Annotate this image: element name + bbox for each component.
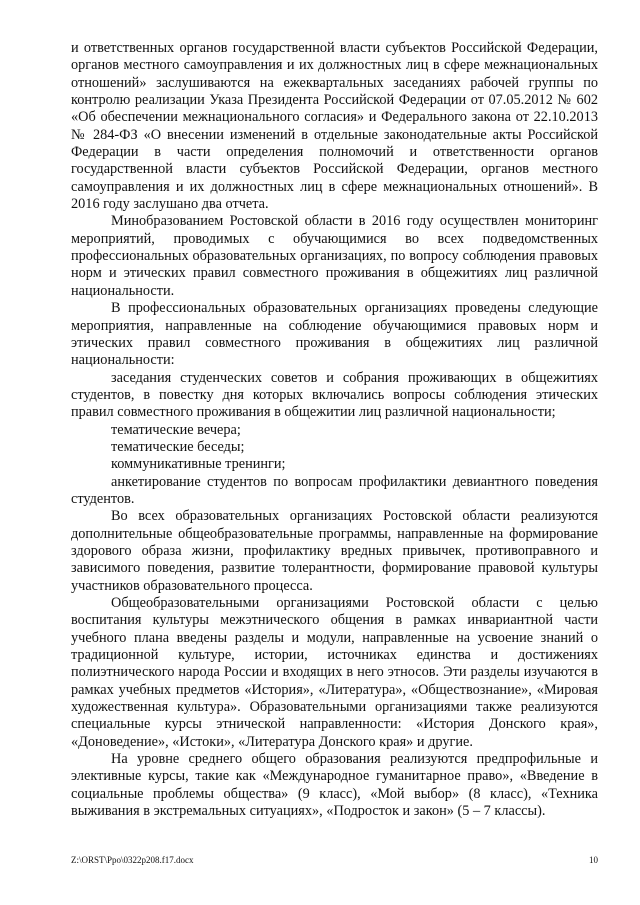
list-item-trainings: коммуникативные тренинги; [111,456,286,473]
paragraph-continuation: и ответственных органов государственной власти субъектов Российской Федерации, органов местного самоуправления и их должностных лиц в сфере межнациональных отношений» заслушиваются на ежеквартальных заседаниях рабочей группы по контролю реализации Указа Президента Российской Федерации от 07.05.2012 № 602 «Об обеспечении межнационального согласия» и Федерального закона от 22.10.2013 № 284-ФЗ «О внесении изменений в отдельные законодательные акты Российской Федерации в части определения полномочий и ответственности органов государственной власти субъектов Российской Федерации, органов местного самоуправления и их должностных лиц в сфере межнациональных отношений». В 2016 году заслушано два отчета. [71,40,598,213]
paragraph-elective-courses: На уровне среднего общего образования реализуются предпрофильные и элективные курсы, такие как «Международное гуманитарное право», «Введение в социальные проблемы общества» (9 класс), «Мой выбор» (8 класс), «Техника выживания в экстремальных ситуациях», «Подросток и закон» (5 – 7 классы). [71,751,598,820]
body-text [71,40,598,820]
list-item-student-councils: заседания студенческих советов и собрания проживающих в общежитиях студентов, в повестку дня которых включались вопросы соблюдения этических правил совместного проживания в общежитии лиц различной национальности; [71,369,598,421]
list-item-thematic-talks: тематические беседы; [111,438,245,455]
paragraph-additional-programs: Во всех образовательных организациях Ростовской области реализуются дополнительные общеобразовательные программы, направленные на формирование здорового образа жизни, профилактику вредных привычек, противоправного и зависимого поведения, развитие толерантности, формирование правовой культуры участников образовательного процесса. [71,508,598,594]
paragraph-activities-intro: В профессиональных образовательных организациях проведены следующие мероприятия, направленные на соблюдение обучающимися правовых норм и этических правил совместного проживания в общежитиях лиц различной национальности: [71,300,598,369]
paragraph-interethnic-culture: Общеобразовательными организациями Ростовской области с целью воспитания культуры межэтнического общения в рамках инвариантной части учебного плана введены разделы и модули, направленные на усвоение знаний о традиционной культуре, истории, источниках единства и достижениях полиэтнического народа России и входящих в него этносов. Эти разделы изучаются в рамках учебных предметов «История», «Литература», «Обществознание», «Мировая художественная культура». Образовательными организациями также реализуются специальные курсы этнической направленности: «История Донского края», «Доноведение», «Истоки», «Литература Донского края» и другие. [71,595,598,750]
file-path: Z:\ORST\Ppo\0322p208.f17.docx [71,855,194,865]
list-item-surveys: анкетирование студентов по вопросам профилактики девиантного поведения студентов. [71,473,598,507]
paragraph-monitoring: Минобразованием Ростовской области в 2016 году осуществлен мониторинг мероприятий, проводимых с обучающимися во всех подведомственных профессиональных образовательных организациях, по вопросу соблюдения правовых норм и этических правил совместного проживания в общежитиях лиц различной национальности. [71,213,598,299]
list-item-thematic-evenings: тематические вечера; [111,421,241,438]
page-number: 10 [589,855,598,865]
